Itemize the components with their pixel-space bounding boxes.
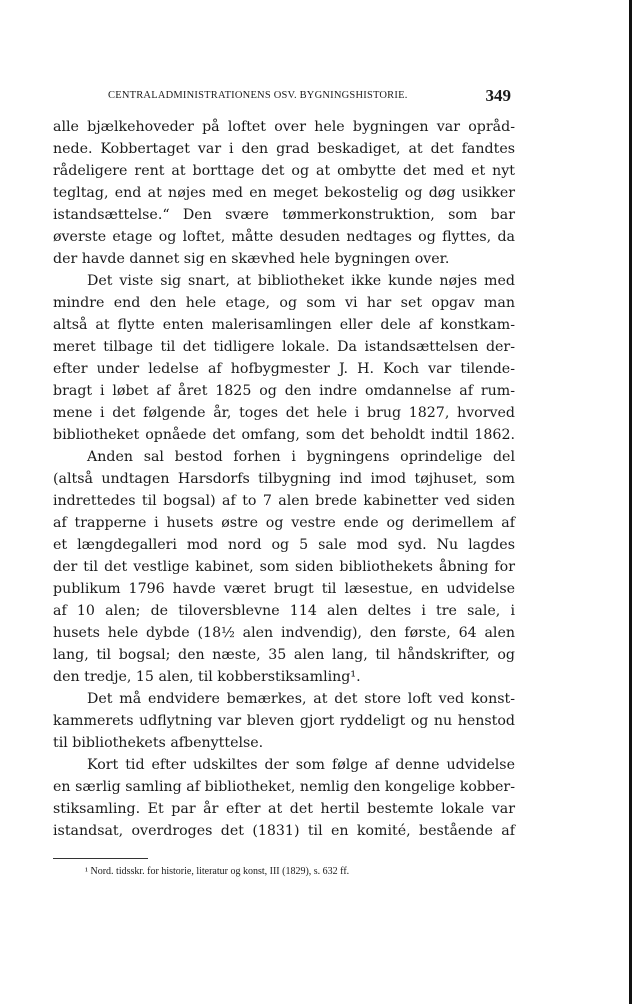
text-line: tegltag, end at nøjes med en meget bekostelig og døg usikker [53, 185, 515, 201]
text-line: mindre end den hele etage, og som vi har set opgav man [53, 295, 515, 311]
text-line: et længdegalleri mod nord og 5 sale mod syd. Nu lagdes [53, 537, 515, 553]
text-line: istandsættelse.“ Den svære tømmerkonstruktion, som bar [53, 207, 515, 223]
footnote: ¹ Nord. tidsskr. for historie, literatur og konst, III (1829), s. 632 ff. [85, 866, 350, 877]
text-line: en særlig samling af bibliotheket, nemlig den kongelige kobber- [53, 779, 515, 795]
text-line: Kort tid efter udskiltes der som følge af denne udvidelse [87, 757, 515, 773]
page-number: 349 [485, 86, 511, 105]
text-line: bibliotheket opnåede det omfang, som det beholdt indtil 1862. [53, 427, 515, 443]
running-header [53, 86, 515, 116]
text-line: alle bjælkehoveder på loftet over hele bygningen var opråd- [53, 119, 515, 135]
footnote-rule [53, 858, 148, 859]
text-line: af 10 alen; de tiloversblevne 114 alen deltes i tre sale, i [53, 603, 515, 619]
text-line: øverste etage og loftet, måtte desuden nedtages og flyttes, da [53, 229, 515, 245]
text-line: efter under ledelse af hofbygmester J. H. Koch var tilende- [53, 361, 515, 377]
text-line: stiksamling. Et par år efter at det hertil bestemte lokale var [53, 801, 515, 817]
text-line: publikum 1796 havde været brugt til læsestue, en udvidelse [53, 581, 515, 597]
text-line: Det viste sig snart, at bibliotheket ikke kunde nøjes med [87, 273, 515, 289]
text-line: den tredje, 15 alen, til kobberstiksamling¹. [53, 669, 361, 685]
text-line: (altså undtagen Harsdorfs tilbygning ind imod tøjhuset, som [53, 471, 515, 487]
text-line: bragt i løbet af året 1825 og den indre omdannelse af rum- [53, 383, 515, 399]
text-line: nede. Kobbertaget var i den grad beskadiget, at det fandtes [53, 141, 515, 157]
text-line: der til det vestlige kabinet, som siden bibliothekets åbning for [53, 559, 515, 575]
text-line: mene i det følgende år, toges det hele i brug 1827, hvorved [53, 405, 515, 421]
text-line: meret tilbage til det tidligere lokale. Da istandsættelsen der- [53, 339, 515, 355]
text-line: kammerets udflytning var bleven gjort ryddeligt og nu henstod [53, 713, 515, 729]
text-line: til bibliothekets afbenyttelse. [53, 735, 264, 751]
text-line: af trapperne i husets østre og vestre ende og derimellem af [53, 515, 515, 531]
text-line: rådeligere rent at borttage det og at ombytte det med et nyt [53, 163, 515, 179]
book-page [53, 86, 515, 877]
body-text [53, 116, 515, 842]
text-line: altså at flytte enten malerisamlingen eller dele af konstkam- [53, 317, 515, 333]
text-line: indrettedes til bogsal) af to 7 alen brede kabinetter ved siden [53, 493, 515, 509]
text-line: Det må endvidere bemærkes, at det store loft ved konst- [87, 691, 515, 707]
text-line: lang, til bogsal; den næste, 35 alen lang, til håndskrifter, og [53, 647, 515, 663]
text-line: istandsat, overdroges det (1831) til en komité, bestående af [53, 823, 515, 839]
text-line: der havde dannet sig en skævhed hele bygningen over. [53, 251, 450, 267]
running-title: CENTRALADMINISTRATIONENS OSV. BYGNINGSHISTORIE. [108, 90, 408, 101]
text-line: Anden sal bestod forhen i bygningens oprindelige del [87, 449, 515, 465]
text-line: husets hele dybde (18½ alen indvendig), den første, 64 alen [53, 625, 515, 641]
